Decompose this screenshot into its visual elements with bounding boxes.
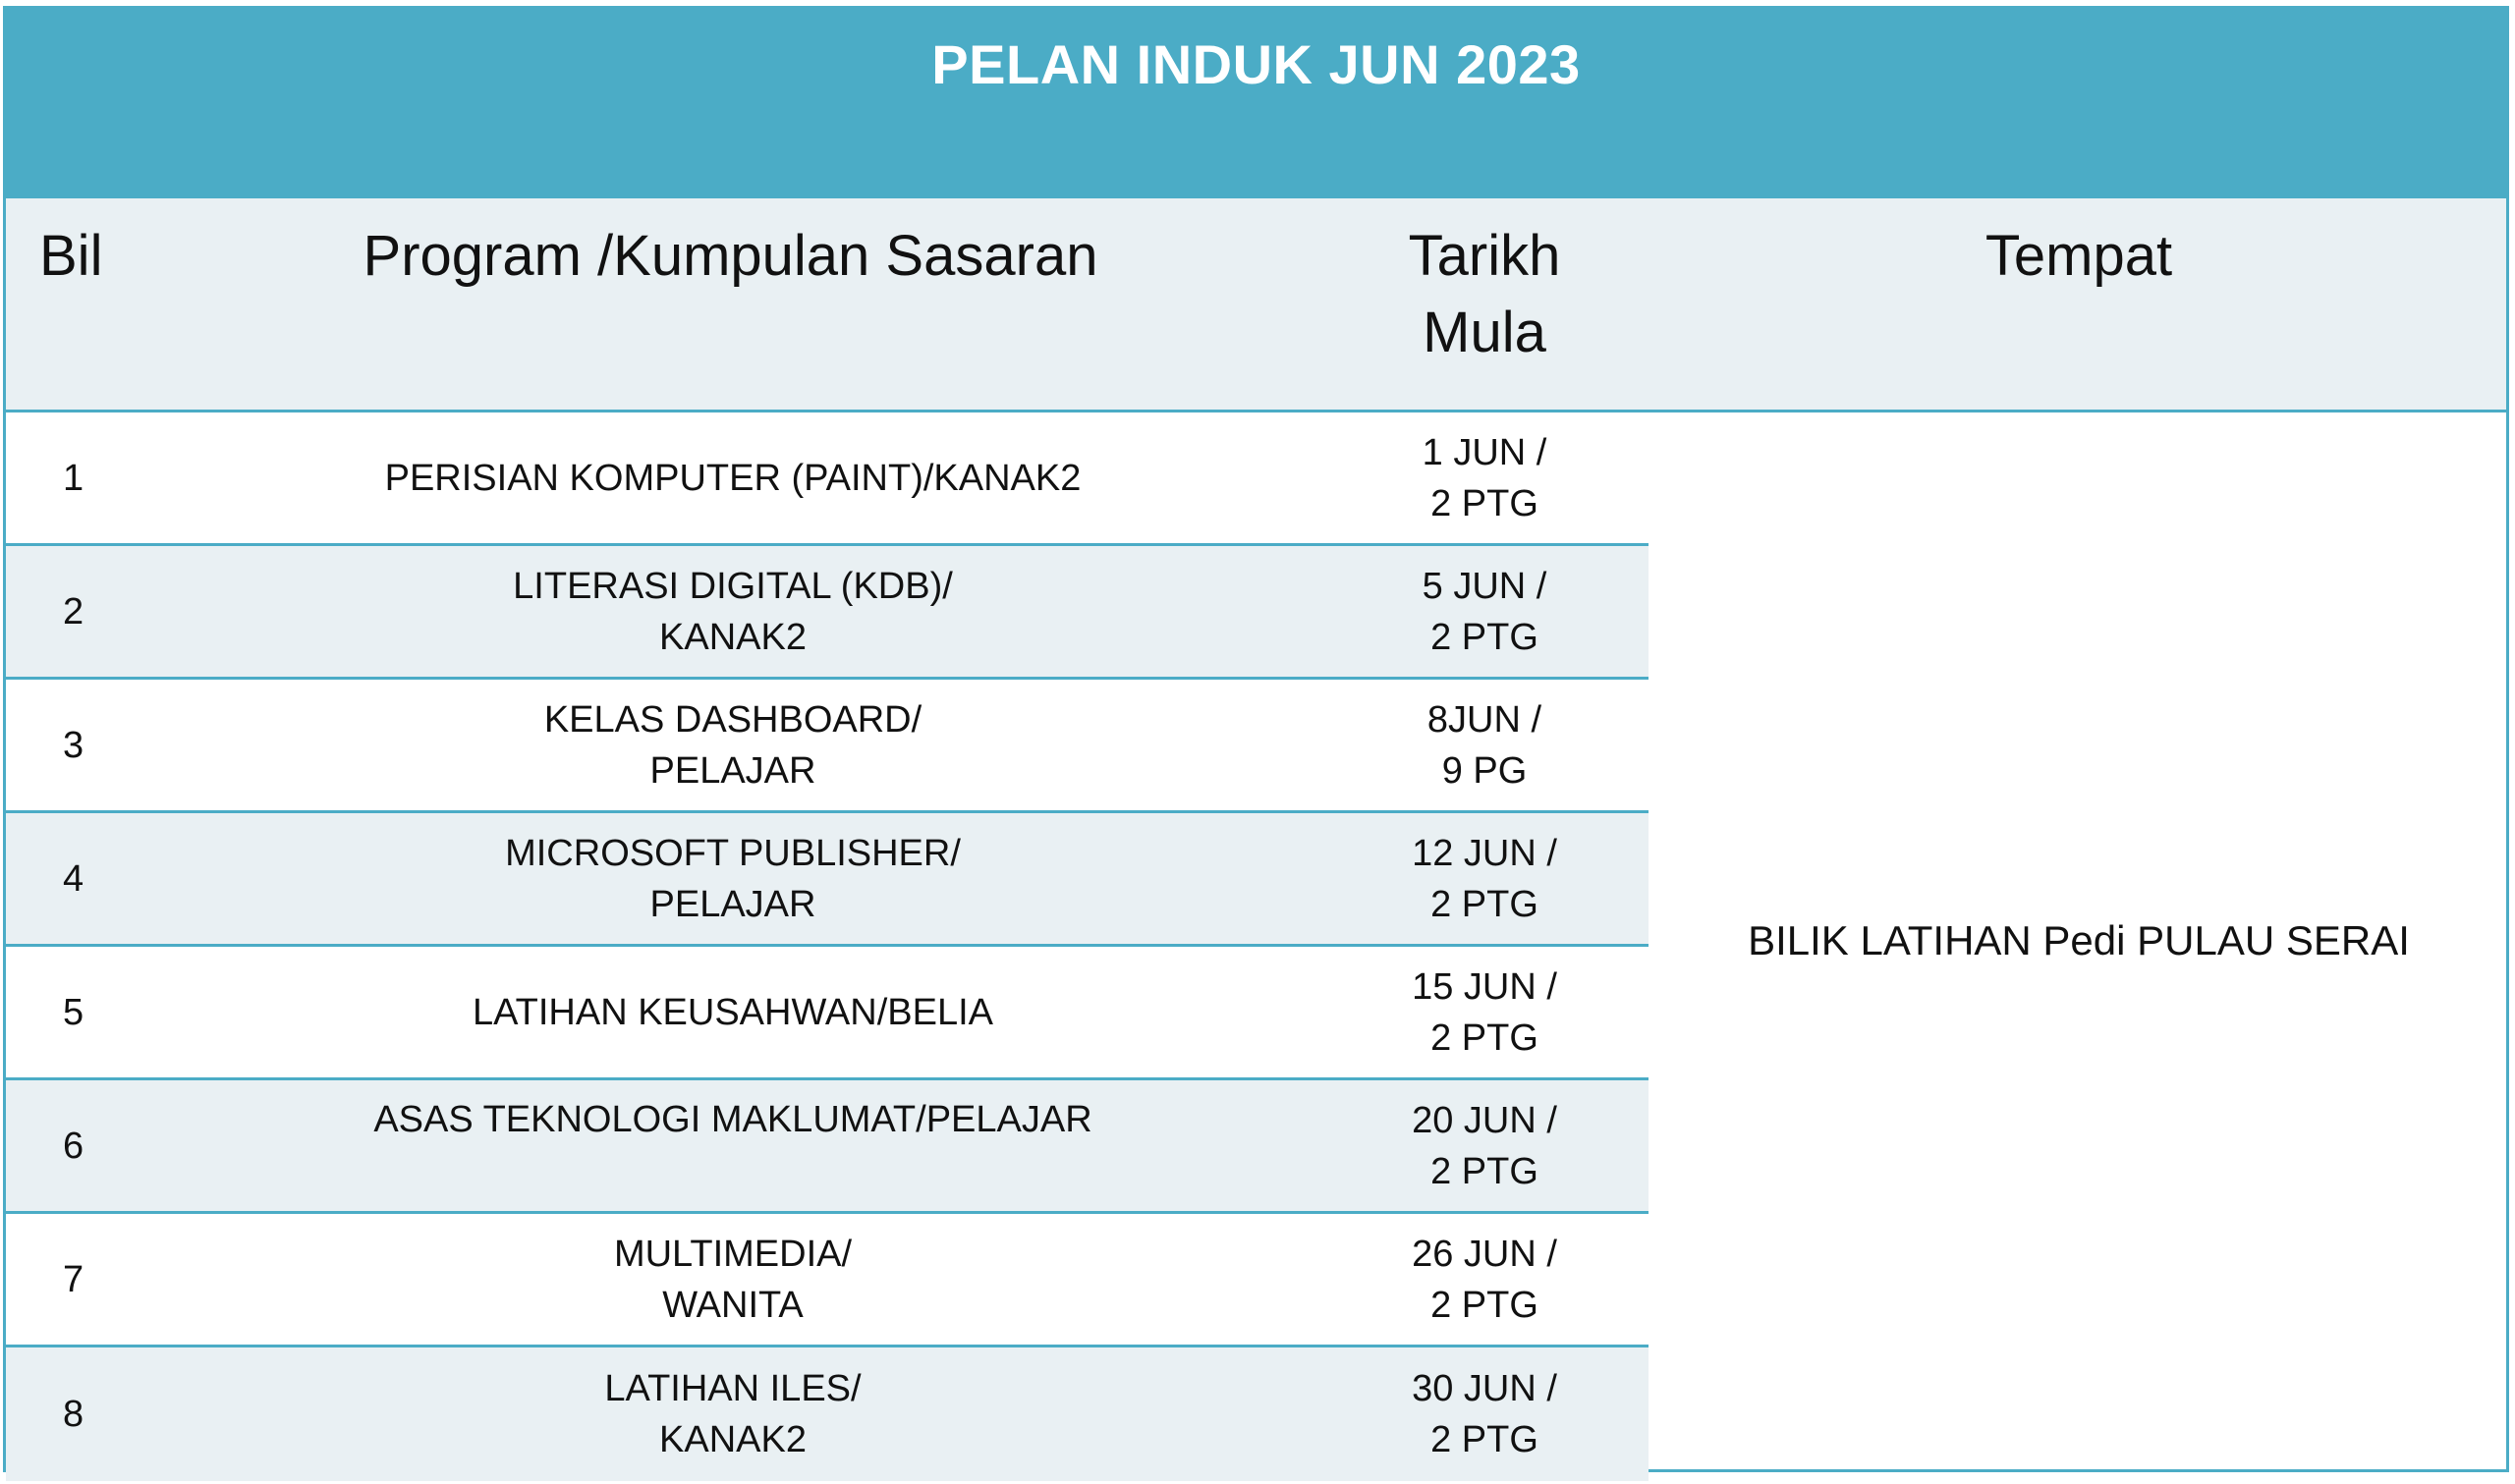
row-tarikh: 1 JUN / 2 PTG <box>1422 431 1547 524</box>
row-tarikh: 30 JUN / 2 PTG <box>1412 1368 1557 1460</box>
table-row <box>6 546 1649 680</box>
table-row <box>6 947 1649 1080</box>
row-bil: 1 <box>63 457 84 499</box>
row-program: LATIHAN KEUSAHWAN/BELIA <box>472 991 993 1033</box>
row-tarikh: 15 JUN / 2 PTG <box>1412 965 1557 1059</box>
row-tarikh: 26 JUN / 2 PTG <box>1412 1233 1557 1326</box>
row-program: PERISIAN KOMPUTER (PAINT)/KANAK2 <box>384 457 1082 499</box>
header-tarikh: Tarikh Mula <box>1408 224 1561 364</box>
table-row <box>6 1214 1649 1347</box>
header-bil: Bil <box>39 224 103 288</box>
row-program: MICROSOFT PUBLISHER/ PELAJAR <box>505 832 961 925</box>
row-program: ASAS TEKNOLOGI MAKLUMAT/PELAJAR <box>373 1099 1092 1140</box>
row-program: LITERASI DIGITAL (KDB)/ KANAK2 <box>513 565 953 658</box>
table-row <box>6 412 1649 546</box>
page-title: PELAN INDUK JUN 2023 <box>931 33 1581 95</box>
row-tarikh: 8JUN / 9 PG <box>1426 698 1542 792</box>
table-row <box>6 1080 1649 1214</box>
table-header <box>6 198 2506 412</box>
tempat-location: BILIK LATIHAN Pedi PULAU SERAI <box>1748 917 2410 963</box>
row-bil: 6 <box>63 1125 84 1167</box>
title-bar <box>6 9 2506 198</box>
row-bil: 3 <box>63 724 84 766</box>
header-tempat: Tempat <box>1984 224 2173 288</box>
row-bil: 2 <box>63 590 84 632</box>
header-program: Program /Kumpulan Sasaran <box>363 224 1098 288</box>
row-program: KELAS DASHBOARD/ PELAJAR <box>543 698 922 792</box>
row-bil: 4 <box>63 857 84 900</box>
table-row <box>6 680 1649 813</box>
row-bil: 5 <box>63 991 84 1033</box>
schedule-table <box>3 6 2509 1472</box>
row-bil: 7 <box>63 1258 84 1300</box>
table-row <box>6 813 1649 947</box>
row-bil: 8 <box>63 1394 84 1435</box>
table-row <box>6 1347 1649 1481</box>
row-tarikh: 12 JUN / 2 PTG <box>1412 832 1557 925</box>
row-tarikh: 5 JUN / 2 PTG <box>1422 565 1547 658</box>
row-tarikh: 20 JUN / 2 PTG <box>1412 1099 1557 1192</box>
row-program: MULTIMEDIA/ WANITA <box>613 1233 853 1326</box>
row-program: LATIHAN ILES/ KANAK2 <box>604 1368 862 1460</box>
